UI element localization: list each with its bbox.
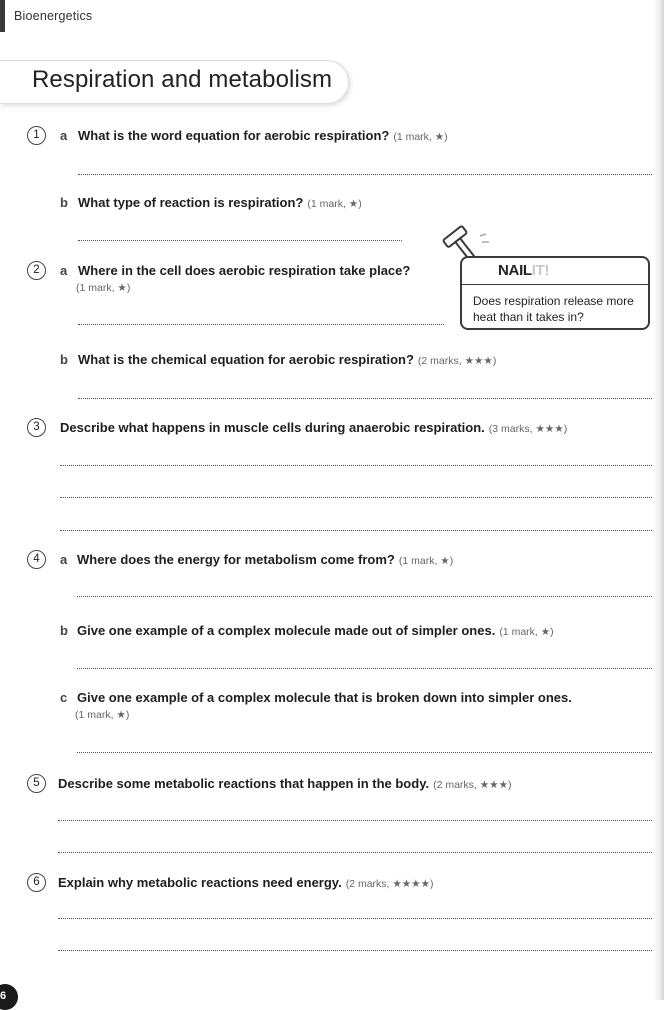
q5-marks: (2 marks, ★★★) — [433, 779, 512, 791]
q2a-letter: a — [60, 263, 68, 278]
answer-line-q4b[interactable] — [77, 668, 652, 669]
question-number-2: 2 — [27, 261, 46, 280]
page-number: 6 — [0, 984, 18, 1010]
answer-line-q5-1[interactable] — [58, 820, 652, 821]
nail-it-text: Does respiration release more heat than it takes in? — [473, 294, 634, 324]
question-number-3: 3 — [27, 418, 46, 437]
q1b-marks: (1 mark, ★) — [307, 198, 362, 210]
answer-line-q6-2[interactable] — [58, 950, 652, 951]
nail-it-box — [460, 256, 650, 330]
q3-marks: (3 marks, ★★★) — [488, 423, 568, 435]
answer-line-q2b[interactable] — [78, 398, 652, 399]
answer-line-q2a[interactable] — [78, 324, 444, 325]
question-number-5: 5 — [27, 774, 46, 793]
q4a-text: Where does the energy for metabolism come from? (1 mark, ★) — [77, 552, 454, 567]
answer-line-q5-2[interactable] — [58, 852, 652, 853]
nail-it-header — [462, 258, 648, 285]
section-header: Bioenergetics — [14, 9, 93, 23]
nail-it-title: NAILIT! — [498, 262, 550, 279]
q1a-text: What is the word equation for aerobic respiration? (1 mark, ★) — [78, 128, 448, 143]
q2b-letter: b — [60, 352, 68, 367]
question-number-1: 1 — [27, 126, 46, 145]
answer-line-q4c[interactable] — [77, 752, 652, 753]
q1b-text: What type of reaction is respiration? (1 mark, ★) — [78, 195, 362, 210]
q1b-letter: b — [60, 195, 68, 210]
q6-marks: (2 marks, ★★★★) — [345, 878, 434, 890]
page-title: Respiration and metabolism — [32, 66, 333, 93]
q2a-text: Where in the cell does aerobic respiration take place? — [78, 263, 411, 278]
q1a-marks: (1 mark, ★) — [393, 131, 448, 143]
q4b-marks: (1 mark, ★) — [499, 626, 554, 638]
answer-line-q3-2[interactable] — [60, 497, 652, 498]
q1a-letter: a — [60, 128, 68, 143]
answer-line-q1a[interactable] — [78, 174, 652, 175]
answer-line-q1b[interactable] — [78, 240, 402, 241]
answer-line-q4a[interactable] — [77, 596, 652, 597]
q4a-marks: (1 mark, ★) — [398, 555, 454, 567]
q5-text: Describe some metabolic reactions that happen in the body. (2 marks, ★★★) — [58, 776, 512, 791]
q4a-letter: a — [60, 552, 68, 567]
answer-line-q3-1[interactable] — [60, 465, 652, 466]
q4c-marks: (1 mark, ★) — [75, 709, 130, 721]
q4c-text: Give one example of a complex molecule that is broken down into simpler ones. — [77, 690, 572, 705]
question-number-6: 6 — [27, 873, 46, 892]
q4c-letter: c — [60, 690, 68, 705]
q6-text: Explain why metabolic reactions need energy. (2 marks, ★★★★) — [58, 875, 434, 890]
q2b-text: What is the chemical equation for aerobic respiration? (2 marks, ★★★) — [78, 352, 497, 367]
question-number-4: 4 — [27, 550, 46, 569]
q2b-marks: (2 marks, ★★★) — [417, 355, 497, 367]
q3-text: Describe what happens in muscle cells during anaerobic respiration. (3 marks, ★★★) — [60, 420, 568, 435]
header-bar — [0, 0, 5, 32]
q2a-marks: (1 mark, ★) — [76, 282, 131, 294]
answer-line-q6-1[interactable] — [58, 918, 652, 919]
q4b-letter: b — [60, 623, 68, 638]
answer-line-q3-3[interactable] — [60, 530, 652, 531]
page-edge-shadow — [654, 0, 664, 1000]
q4b-text: Give one example of a complex molecule made out of simpler ones. (1 mark, ★) — [77, 623, 554, 638]
